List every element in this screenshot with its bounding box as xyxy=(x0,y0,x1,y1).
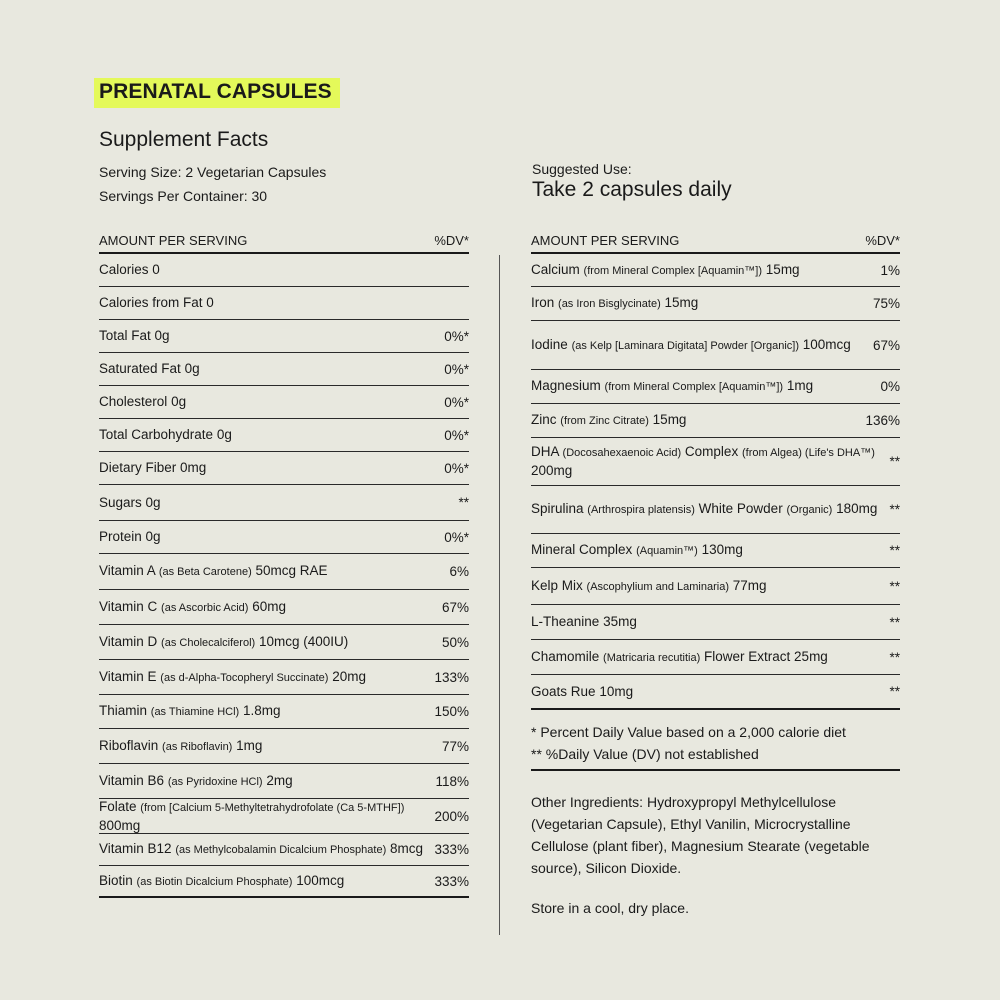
nutrient-source: (as Pyridoxine HCl) xyxy=(167,775,263,788)
nutrient-name: Total Carbohydrate xyxy=(99,427,214,442)
nutrient-amount: 0g xyxy=(145,494,161,510)
nutrient-cell xyxy=(99,598,292,617)
daily-value: ** xyxy=(889,454,900,469)
nutrient-amount: 180mg xyxy=(836,501,878,516)
nutrient-amount: 15mg xyxy=(664,295,699,310)
nutrient-amount: 0g xyxy=(154,328,170,343)
storage-instructions: Store in a cool, dry place. xyxy=(531,900,689,916)
nutrient-cell xyxy=(531,443,889,480)
nutrient-cell xyxy=(99,261,166,279)
nutrient-name-cont: White Powder xyxy=(698,501,783,516)
nutrient-amount: 800mg xyxy=(99,817,141,833)
daily-value: ** xyxy=(889,649,900,665)
nutrient-cell xyxy=(531,613,643,631)
daily-value: 333% xyxy=(434,842,469,857)
table-row xyxy=(99,866,469,898)
nutrient-name: Calcium xyxy=(531,261,580,277)
suggested-use-label: Suggested Use: xyxy=(532,161,632,177)
table-row xyxy=(531,568,900,605)
table-row xyxy=(99,554,469,590)
nutrient-cell xyxy=(531,377,819,396)
nutrient-name: Sugars xyxy=(99,494,142,510)
nutrient-amount: 0g xyxy=(145,529,161,544)
nutrient-cell xyxy=(99,633,354,652)
nutrient-source: (from [Calcium 5-Methyltetrahydrofolate (Ca 5-MTHF]) xyxy=(140,801,405,814)
nutrient-cell xyxy=(99,426,238,444)
column-divider xyxy=(499,255,500,935)
nutrient-cell xyxy=(531,577,773,596)
table-row xyxy=(99,320,469,353)
nutrient-name: Iodine xyxy=(531,336,568,352)
nutrient-source: (as Kelp [Laminara Digitata] Powder [Organic]) xyxy=(571,339,799,352)
nutrient-name: Chamomile xyxy=(531,648,600,664)
table-row xyxy=(99,386,469,419)
nutrient-cell xyxy=(99,393,192,411)
nutrient-name: Biotin xyxy=(99,872,133,888)
nutrient-name: Vitamin E xyxy=(99,668,157,684)
right-nutrient-table xyxy=(531,228,900,710)
daily-value: 0%* xyxy=(444,427,469,443)
table-row xyxy=(531,534,900,568)
nutrient-name: Thiamin xyxy=(99,703,148,718)
nutrient-cell xyxy=(99,294,220,312)
nutrient-name: Saturated Fat xyxy=(99,361,181,376)
nutrient-name: Vitamin A xyxy=(99,563,156,578)
daily-value: ** xyxy=(889,684,900,699)
nutrient-name: Calories from Fat xyxy=(99,295,203,310)
nutrient-cell xyxy=(99,494,167,512)
table-row xyxy=(531,321,900,370)
nutrient-cell xyxy=(99,459,212,477)
serving-size: Serving Size: 2 Vegetarian Capsules xyxy=(99,164,327,180)
table-row xyxy=(531,605,900,640)
table-row xyxy=(531,370,900,404)
nutrient-name-cont: Complex xyxy=(684,444,739,459)
nutrient-source: (Ascophylium and Laminaria) xyxy=(586,580,729,593)
nutrient-cell xyxy=(99,840,429,859)
nutrient-cell xyxy=(531,336,857,355)
nutrient-cell xyxy=(99,668,372,687)
nutrient-cell xyxy=(531,261,806,280)
table-row xyxy=(531,254,900,287)
nutrient-source: (Matricaria recutitia) xyxy=(603,651,701,664)
nutrient-name: DHA xyxy=(531,444,559,459)
right-table-header xyxy=(531,228,900,254)
servings-per-container: Servings Per Container: 30 xyxy=(99,188,268,204)
amount-header: AMOUNT PER SERVING xyxy=(99,233,248,248)
nutrient-amount: 100mcg xyxy=(296,872,345,888)
nutrient-name: Vitamin C xyxy=(99,598,158,614)
table-row xyxy=(99,764,469,799)
daily-value: 150% xyxy=(434,704,469,719)
nutrient-source: (Docosahexaenoic Acid) xyxy=(562,447,682,459)
nutrient-source: (from Zinc Citrate) xyxy=(560,415,649,427)
nutrient-amount: 60mg xyxy=(252,598,287,614)
daily-value: 67% xyxy=(872,337,900,353)
nutrient-amount: 0g xyxy=(184,361,200,376)
daily-value: 118% xyxy=(435,773,469,789)
nutrient-name: Total Fat xyxy=(99,328,151,343)
footnote-percent-dv: * Percent Daily Value based on a 2,000 calorie diet xyxy=(531,724,846,740)
table-row xyxy=(99,834,469,866)
nutrient-cell xyxy=(99,528,167,546)
nutrient-amount: 2mg xyxy=(266,772,293,788)
table-row xyxy=(99,695,469,729)
left-table-header xyxy=(99,228,469,254)
nutrient-source: (from Mineral Complex [Aquamin™]) xyxy=(604,381,784,393)
table-row xyxy=(99,625,469,660)
daily-value: 136% xyxy=(865,413,900,428)
daily-value: 0%* xyxy=(444,394,469,410)
dv-header: %DV* xyxy=(865,233,900,248)
nutrient-amount: 0 xyxy=(206,295,214,310)
nutrient-amount: 100mcg xyxy=(802,336,851,352)
daily-value: ** xyxy=(889,502,900,517)
table-row xyxy=(531,287,900,321)
nutrient-cell xyxy=(99,327,176,345)
nutrient-name: Vitamin B12 xyxy=(99,841,172,856)
nutrient-amount: 200mg xyxy=(531,463,573,478)
nutrient-amount: 10mcg (400IU) xyxy=(258,633,349,649)
nutrient-cell xyxy=(531,411,692,430)
nutrient-amount: 0 xyxy=(152,262,160,277)
daily-value: 0%* xyxy=(444,460,469,476)
nutrient-cell xyxy=(99,772,299,791)
nutrient-source: (as Iron Bisglycinate) xyxy=(558,298,661,310)
nutrient-name: Goats Rue xyxy=(531,683,596,699)
table-row xyxy=(531,675,900,710)
nutrient-cell xyxy=(99,872,350,891)
other-ingredients-label: Other Ingredients: xyxy=(531,794,644,810)
nutrient-amount: 15mg xyxy=(765,261,800,277)
nutrient-amount: 77mg xyxy=(732,577,767,593)
nutrient-amount: 0g xyxy=(216,427,232,442)
table-row xyxy=(99,287,469,320)
table-row xyxy=(531,640,900,675)
daily-value: 0% xyxy=(880,379,900,394)
daily-value: 67% xyxy=(441,599,469,615)
suggested-use-value: Take 2 capsules daily xyxy=(532,178,732,201)
daily-value: 0%* xyxy=(444,529,469,545)
table-row xyxy=(99,590,469,625)
footnote-rule xyxy=(531,769,900,771)
nutrient-source: (as d-Alpha-Tocopheryl Succinate) xyxy=(160,671,329,684)
nutrient-source: (from Mineral Complex [Aquamin™]) xyxy=(583,264,763,277)
nutrient-cell xyxy=(99,737,268,756)
nutrient-amount: 15mg xyxy=(652,412,687,427)
page-title: Supplement Facts xyxy=(99,128,269,151)
daily-value: 50% xyxy=(441,634,469,650)
nutrient-amount: 1.8mg xyxy=(242,703,281,718)
table-row xyxy=(99,729,469,764)
nutrient-amount: 0g xyxy=(171,394,187,409)
nutrient-name: Kelp Mix xyxy=(531,577,583,593)
amount-header: AMOUNT PER SERVING xyxy=(531,233,680,248)
left-nutrient-table xyxy=(99,228,469,898)
nutrient-source-cont: (Organic) xyxy=(786,504,833,516)
nutrient-source: (as Ascorbic Acid) xyxy=(161,601,249,614)
nutrient-amount: 35mg xyxy=(603,614,637,629)
daily-value: 200% xyxy=(434,808,469,824)
dv-header: %DV* xyxy=(434,233,469,248)
nutrient-name: Vitamin D xyxy=(99,633,158,649)
footnote-not-established: ** %Daily Value (DV) not established xyxy=(531,746,759,762)
table-row xyxy=(531,404,900,438)
nutrient-amount: 25mg xyxy=(794,648,828,664)
table-row xyxy=(99,452,469,485)
daily-value: 77% xyxy=(441,738,469,754)
daily-value: ** xyxy=(458,495,469,510)
nutrient-name: Mineral Complex xyxy=(531,542,633,557)
serving-info xyxy=(99,160,326,208)
nutrient-cell xyxy=(99,702,287,721)
footnotes xyxy=(531,721,846,765)
nutrient-name-cont: Flower Extract xyxy=(704,648,791,664)
nutrient-name: Protein xyxy=(99,529,142,544)
nutrient-source: (Aquamin™) xyxy=(636,545,698,557)
table-row xyxy=(99,660,469,695)
nutrient-name: Calories xyxy=(99,262,149,277)
daily-value: 333% xyxy=(434,873,469,889)
daily-value: 6% xyxy=(449,564,469,579)
nutrient-name: Cholesterol xyxy=(99,394,168,409)
nutrient-cell xyxy=(99,798,434,835)
nutrient-amount: 20mg xyxy=(332,668,366,684)
table-row xyxy=(99,254,469,287)
daily-value: ** xyxy=(889,578,900,594)
nutrient-name: Dietary Fiber xyxy=(99,460,177,475)
nutrient-amount: 1mg xyxy=(236,737,263,753)
nutrient-amount: 130mg xyxy=(701,542,743,557)
daily-value: 0%* xyxy=(444,361,469,377)
nutrient-name: Riboflavin xyxy=(99,737,159,753)
table-row xyxy=(99,521,469,554)
table-row xyxy=(531,486,900,534)
nutrient-name: Folate xyxy=(99,798,137,814)
nutrient-cell xyxy=(99,562,334,581)
nutrient-source: (Arthrospira platensis) xyxy=(587,504,695,516)
nutrient-name: Vitamin B6 xyxy=(99,772,165,788)
nutrient-cell xyxy=(99,360,206,378)
nutrient-source-cont: (from Algea) (Life's DHA™) xyxy=(741,447,875,459)
table-row xyxy=(99,799,469,834)
nutrient-name: Magnesium xyxy=(531,378,601,393)
nutrient-source: (as Beta Carotene) xyxy=(158,566,252,578)
daily-value: 0%* xyxy=(444,328,469,344)
nutrient-name: L-Theanine xyxy=(531,614,600,629)
nutrient-cell xyxy=(531,294,704,313)
table-row xyxy=(99,419,469,452)
daily-value: 133% xyxy=(434,669,469,685)
nutrient-cell xyxy=(531,541,749,560)
nutrient-amount: 1mg xyxy=(786,378,814,393)
nutrient-amount: 8mcg xyxy=(390,841,424,856)
nutrient-cell xyxy=(531,683,639,701)
daily-value: 1% xyxy=(880,262,900,278)
nutrient-source: (as Methylcobalamin Dicalcium Phosphate) xyxy=(175,844,387,856)
daily-value: ** xyxy=(889,543,900,558)
nutrient-amount: 10mg xyxy=(599,683,634,699)
nutrient-source: (as Thiamine HCl) xyxy=(150,706,240,718)
nutrient-cell xyxy=(531,648,834,667)
table-row xyxy=(531,438,900,486)
nutrient-amount: 50mcg RAE xyxy=(255,563,328,578)
nutrient-name: Zinc xyxy=(531,412,557,427)
other-ingredients-text: Hydroxypropyl Methylcellulose (Vegetarian Capsule), Ethyl Vanilin, Microcrystalline Cellulose (plant fiber), Magnesium Stearate (vegetable source), Silicon Dioxide. xyxy=(531,794,870,876)
nutrient-source: (as Cholecalciferol) xyxy=(161,636,256,649)
table-row xyxy=(99,485,469,521)
nutrient-name: Iron xyxy=(531,295,555,310)
nutrient-amount: 0mg xyxy=(180,460,207,475)
product-badge: PRENATAL CAPSULES xyxy=(94,78,340,108)
daily-value: ** xyxy=(889,614,900,630)
nutrient-source: (as Riboflavin) xyxy=(162,740,233,753)
table-row xyxy=(99,353,469,386)
nutrient-name: Spirulina xyxy=(531,501,584,516)
daily-value: 75% xyxy=(872,296,900,311)
other-ingredients xyxy=(531,791,903,879)
nutrient-source: (as Biotin Dicalcium Phosphate) xyxy=(136,875,293,888)
nutrient-cell xyxy=(531,500,883,519)
